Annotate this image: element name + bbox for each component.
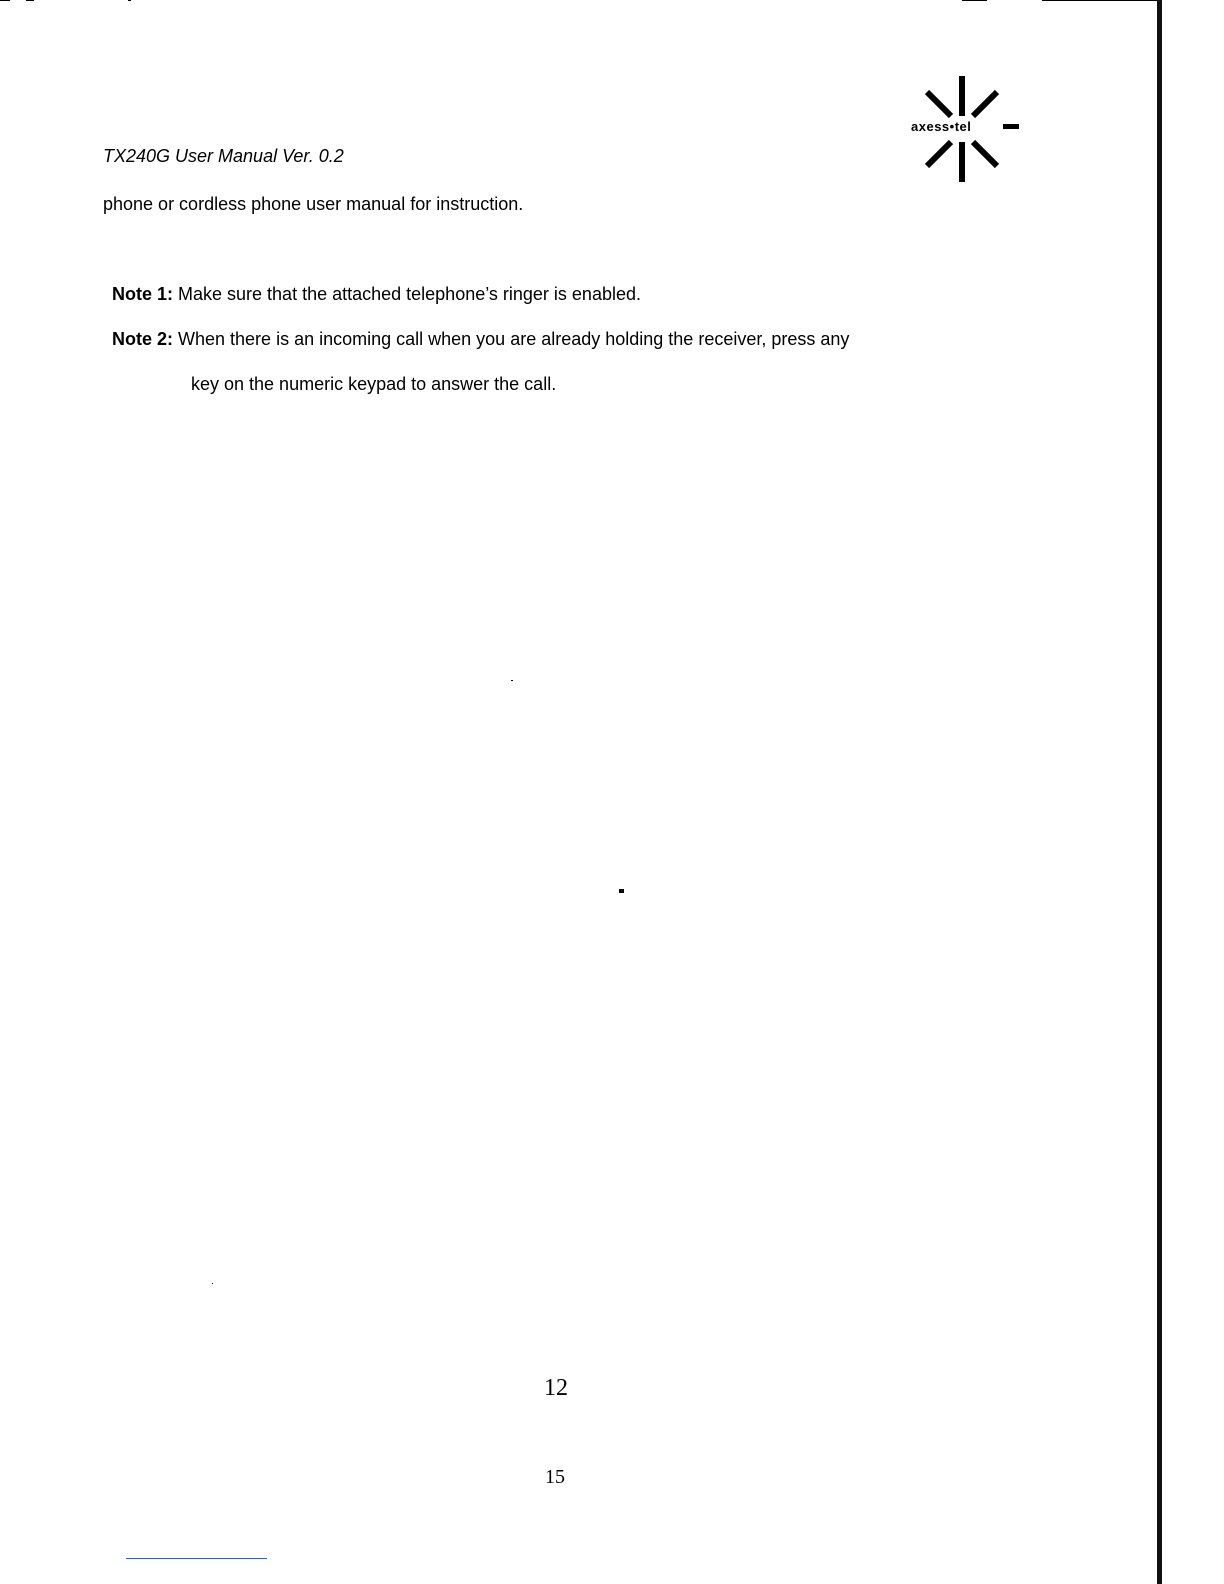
note-1-label: Note 1: bbox=[112, 284, 174, 304]
footnote-rule bbox=[126, 1558, 267, 1559]
note-2-label: Note 2: bbox=[112, 329, 174, 349]
scan-top-edge bbox=[0, 0, 1224, 3]
scan-speck bbox=[212, 1283, 213, 1284]
body-continuation-text: phone or cordless phone user manual for instruction. bbox=[103, 194, 524, 214]
note-2-text: When there is an incoming call when you are already holding the receiver, press any bbox=[173, 329, 850, 349]
scan-speck bbox=[619, 889, 624, 893]
page-number: 12 bbox=[544, 1375, 568, 1401]
scan-speck bbox=[511, 680, 513, 681]
scan-page-number: 15 bbox=[545, 1466, 565, 1488]
note-1-text: Make sure that the attached telephone’s ringer is enabled. bbox=[173, 284, 641, 304]
note-2 bbox=[112, 329, 849, 350]
note-2-continuation: key on the numeric keypad to answer the call. bbox=[191, 374, 557, 394]
document-header-title: TX240G User Manual Ver. 0.2 bbox=[103, 146, 344, 166]
scan-right-border bbox=[1157, 0, 1162, 1584]
note-1 bbox=[112, 284, 641, 305]
logo-wordmark: axess•tel bbox=[911, 119, 972, 134]
